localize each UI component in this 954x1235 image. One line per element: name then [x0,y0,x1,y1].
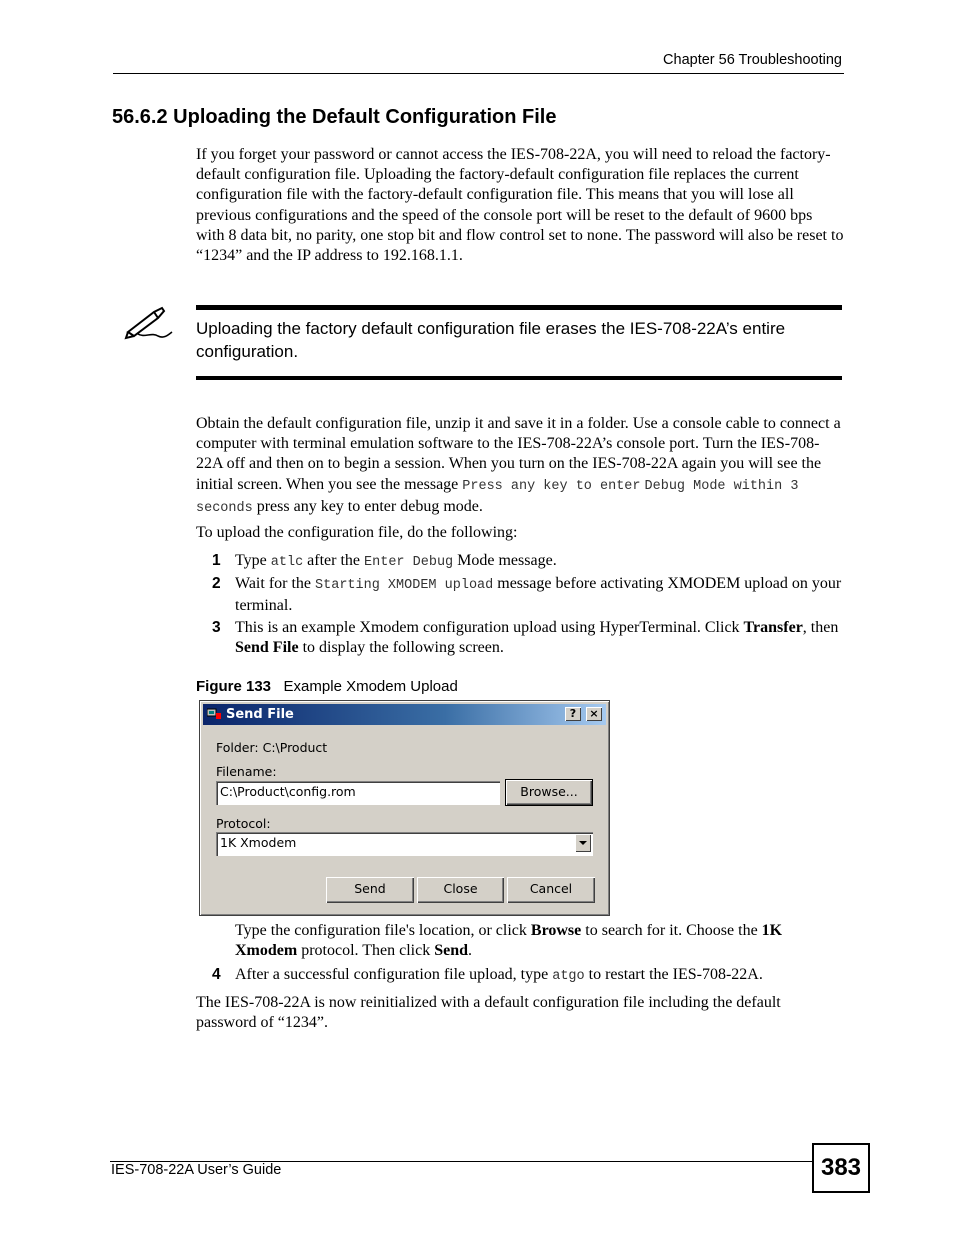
filename-label: Filename: [216,764,277,779]
running-header: Chapter 56 Troubleshooting [663,52,842,68]
cancel-button[interactable]: Cancel [507,877,595,903]
help-button[interactable]: ? [565,707,581,721]
folder-label: Folder: C:\Product [216,740,328,755]
send-button[interactable]: Send [326,877,414,903]
dialog-title: Send File [226,707,294,722]
section-title: 56.6.2 Uploading the Default Configuration File [112,106,557,128]
code-text: Debug Mode within 3 seconds [196,478,799,516]
figure-caption: Figure 133 Example Xmodem Upload [196,678,458,695]
step-number: 2 [212,575,221,592]
note-rule-top [196,305,842,310]
step-text: Wait for the Starting XMODEM upload message before activating XMODEM upload on your terminal. [235,575,842,615]
step-text: After a successful configuration file upload, type atgo to restart the IES-708-22A. [235,966,763,984]
protocol-select[interactable]: 1K Xmodem [216,832,593,856]
note-rule-bottom [196,376,842,380]
step-number: 3 [212,619,221,636]
browse-button[interactable]: Browse... [506,780,592,805]
step-number: 4 [212,966,221,983]
step-text: This is an example Xmodem configuration upload using HyperTerminal. Click Transfer, then Send File to display the following screen. [235,619,839,657]
footer-guide-title: IES-708-22A User’s Guide [111,1162,282,1178]
hyperterminal-icon [207,708,221,720]
chevron-down-icon[interactable] [575,834,591,852]
filename-input[interactable]: C:\Product\config.rom [216,781,500,805]
step-number: 1 [212,552,221,569]
after-figure-text: Type the configuration file's location, or click Browse to search for it. Choose the 1K Xmodem protocol. Then click Send. [235,922,783,960]
step-text: Type atlc after the Enter Debug Mode message. [235,552,557,570]
note-text: Uploading the factory default configuration file erases the IES-708-22A’s entire configuration. [196,319,786,361]
header-rule [113,73,844,74]
page-number: 383 [812,1143,870,1193]
close-icon[interactable]: × [586,707,602,721]
note-pencil-icon [124,302,174,342]
send-file-dialog [199,700,610,916]
intro-paragraph: If you forget your password or cannot access the IES-708-22A, you will need to reload the factory-default configuration file. Uploading the factory-default configuration file replaces the current configuration file with the factory-default configuration file. This means that you will lose all previous configurations and the speed of the console port will be reset to the default of 9600 bps with 8 data bit, no parity, one stop bit and flow control set to none. The password will also be reset to “1234” and the IP address to 192.168.1.1. [196,146,844,265]
code-text: Press any key to enter [462,478,641,494]
dialog-titlebar[interactable] [203,704,606,725]
closing-paragraph: The IES-708-22A is now reinitialized with a default configuration file including the default password of “1234”. [196,994,781,1032]
obtain-paragraph: Obtain the default configuration file, unzip it and save it in a folder. Use a console cable to connect a computer with terminal emulation software to the IES-708-22A’s console port. Turn the IES-708-22A off and then on to begin a session. When you turn on the IES-708-22A again you will see the initial screen. When you see the message Press any key to enter Debug Mode within 3 seconds press any key to enter debug mode. [196,415,841,516]
close-button[interactable]: Close [417,877,504,903]
protocol-label: Protocol: [216,816,271,831]
todo-paragraph: To upload the configuration file, do the following: [196,524,518,541]
